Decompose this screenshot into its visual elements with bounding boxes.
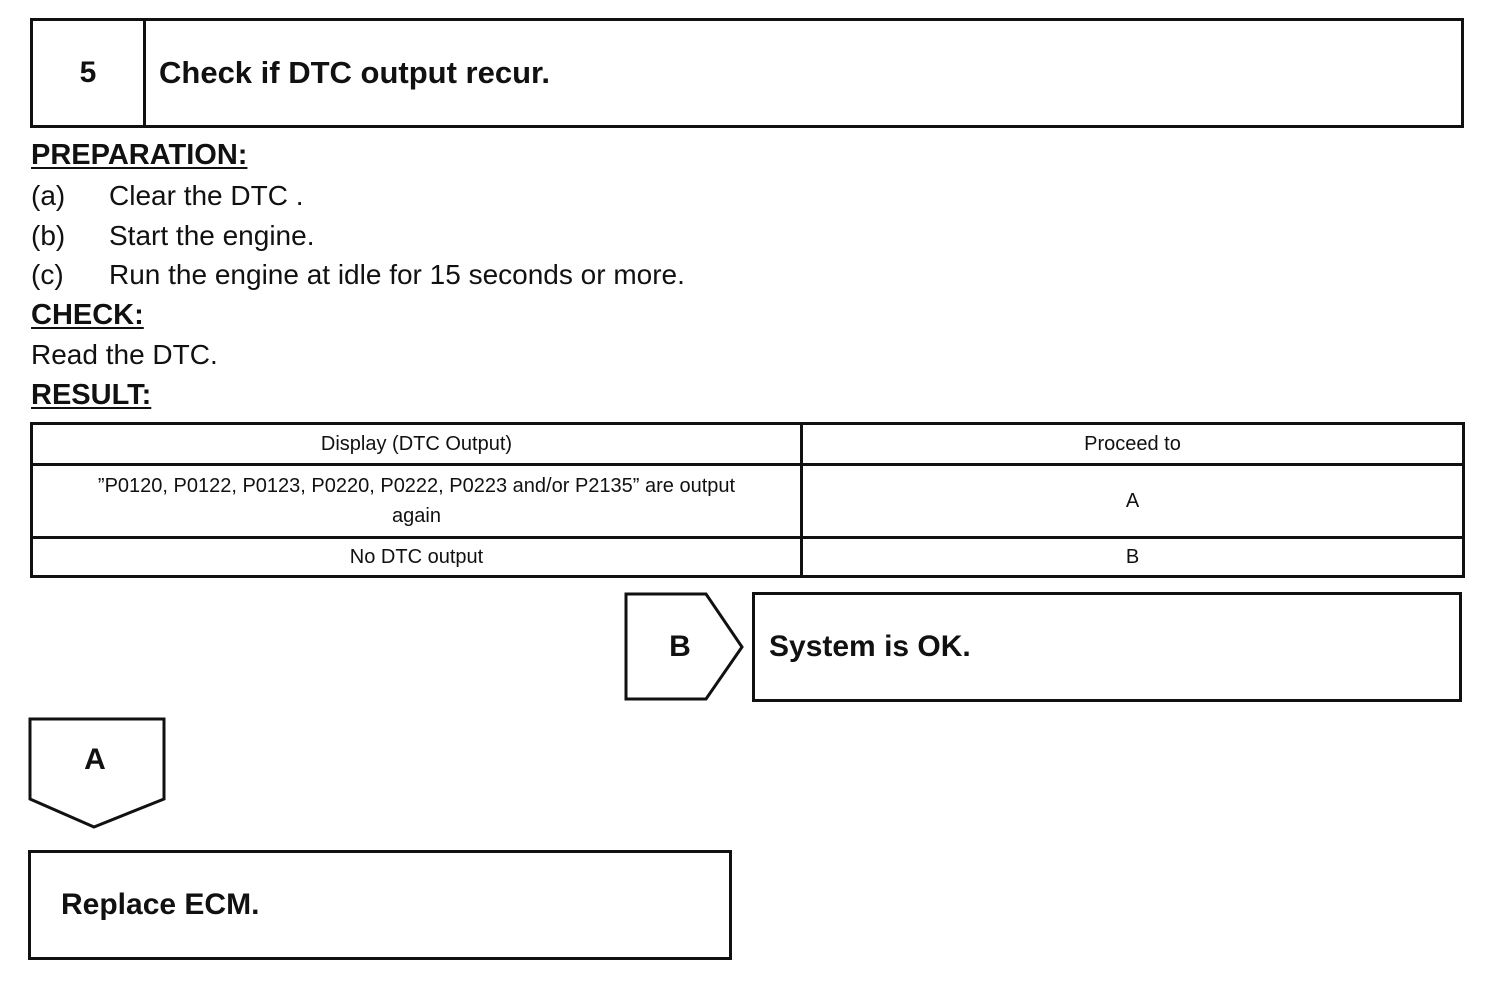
item-text: Run the engine at idle for 15 seconds or more. [109,259,685,290]
branch-b-result-text: System is OK. [769,630,971,663]
preparation-item-a [31,180,931,214]
proceed-cell: B [802,538,1464,577]
branch-a-action-box [28,850,732,960]
preparation-item-c [31,259,931,293]
check-heading: CHECK: [31,299,144,331]
table-row [32,465,1464,538]
branch-b-result-box [752,592,1462,702]
table-header-row [32,424,1464,465]
display-cell: ”P0120, P0122, P0123, P0220, P0222, P0223 and/or P2135” are output again [32,465,802,538]
step-title: Check if DTC output recur. [159,55,550,90]
display-cell: No DTC output [32,538,802,577]
item-text: Clear the DTC . [109,180,304,211]
item-marker: (a) [31,180,66,211]
item-marker: (b) [31,220,66,251]
preparation-heading: PREPARATION: [31,139,248,171]
item-text: Start the engine. [109,220,315,251]
preparation-item-b [31,220,931,254]
branch-a-label: A [84,743,106,776]
result-heading: RESULT: [31,379,152,411]
column-header-display: Display (DTC Output) [32,424,802,465]
step-number: 5 [33,21,146,125]
branch-a-action-text: Replace ECM. [61,888,260,921]
step-header [30,18,1464,128]
item-marker: (c) [31,259,64,290]
table-row [32,538,1464,577]
branch-b-label: B [669,630,691,663]
column-header-proceed: Proceed to [802,424,1464,465]
proceed-cell: A [802,465,1464,538]
check-text: Read the DTC. [31,339,218,370]
result-table [30,422,1465,578]
